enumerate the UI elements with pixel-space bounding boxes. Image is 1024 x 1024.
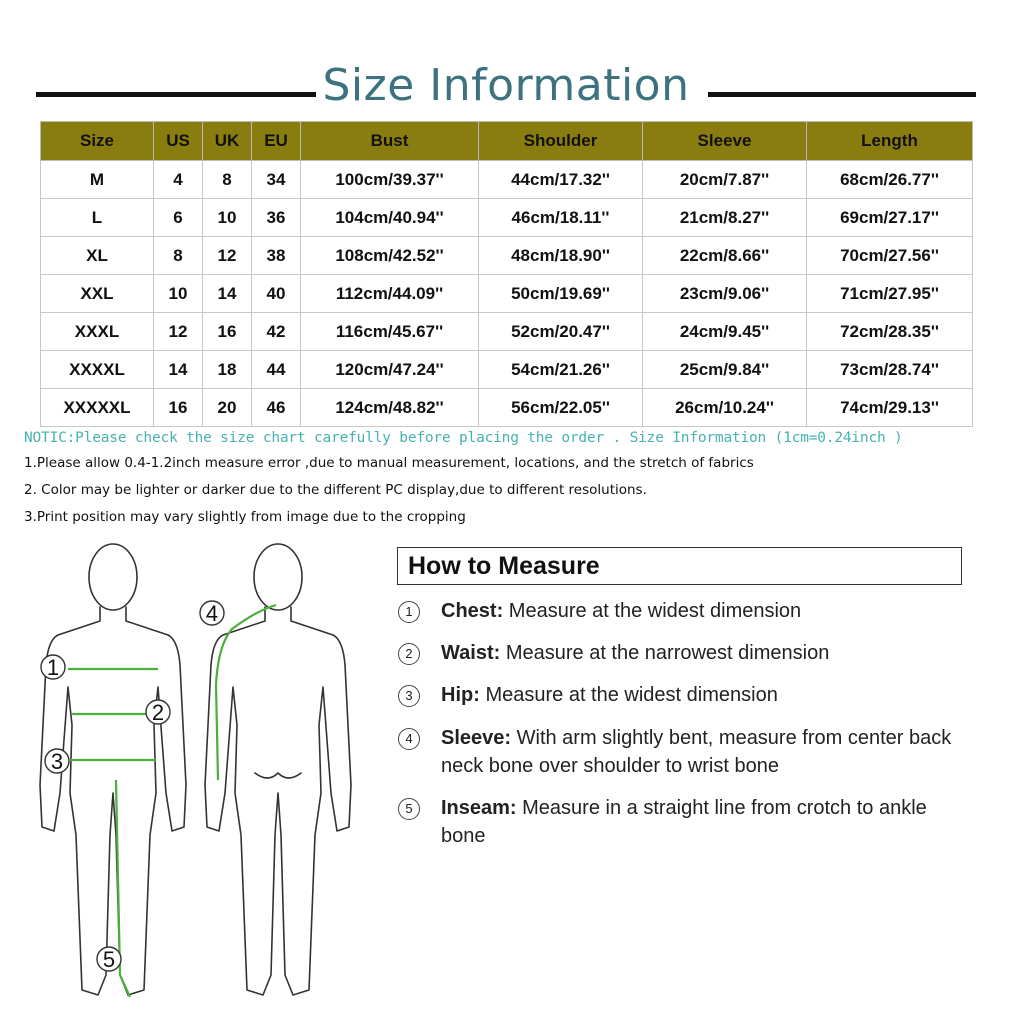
note-2: 2. Color may be lighter or darker due to the different PC display,due to different resolutions.	[24, 482, 647, 498]
step-label: Sleeve:	[441, 727, 512, 749]
table-cell: 52cm/20.47''	[479, 313, 643, 351]
table-cell: 120cm/47.24''	[301, 351, 479, 389]
table-cell: 44	[252, 351, 301, 389]
marker-5: 5	[102, 947, 116, 972]
step-description: Measure at the widest dimension	[503, 600, 802, 622]
table-row	[41, 275, 973, 313]
table-cell: 18	[203, 351, 252, 389]
table-row	[41, 199, 973, 237]
table-row	[41, 161, 973, 199]
table-cell: 6	[154, 199, 203, 237]
table-cell: 74cm/29.13''	[807, 389, 973, 427]
step-label: Chest:	[441, 600, 504, 622]
table-cell: 14	[203, 275, 252, 313]
table-cell: 21cm/8.27''	[643, 199, 807, 237]
table-cell: L	[41, 199, 154, 237]
table-cell: 22cm/8.66''	[643, 237, 807, 275]
step-text	[441, 597, 971, 625]
table-cell: 38	[252, 237, 301, 275]
table-cell: XL	[41, 237, 154, 275]
notice-text: NOTIC:Please check the size chart carefully before placing the order . Size Information (1cm=0.24inch )	[24, 430, 903, 446]
step-number: 5	[398, 798, 420, 820]
table-cell: M	[41, 161, 154, 199]
column-header: UK	[203, 122, 252, 161]
marker-2: 2	[151, 700, 165, 725]
table-cell: 4	[154, 161, 203, 199]
table-cell: 56cm/22.05''	[479, 389, 643, 427]
column-header: Bust	[301, 122, 479, 161]
how-to-measure-title: How to Measure	[408, 552, 600, 580]
table-cell: 20cm/7.87''	[643, 161, 807, 199]
table-cell: 20	[203, 389, 252, 427]
table-cell: 104cm/40.94''	[301, 199, 479, 237]
table-cell: 116cm/45.67''	[301, 313, 479, 351]
table-cell: 24cm/9.45''	[643, 313, 807, 351]
table-cell: 48cm/18.90''	[479, 237, 643, 275]
note-1: 1.Please allow 0.4-1.2inch measure error ,due to manual measurement, locations, and the stretch of fabrics	[24, 455, 754, 471]
table-cell: 34	[252, 161, 301, 199]
sleeve-line	[216, 605, 276, 780]
table-cell: 46cm/18.11''	[479, 199, 643, 237]
table-row	[41, 351, 973, 389]
table-cell: 54cm/21.26''	[479, 351, 643, 389]
marker-4: 4	[205, 601, 219, 626]
table-cell: 12	[154, 313, 203, 351]
table-cell: 124cm/48.82''	[301, 389, 479, 427]
table-cell: 42	[252, 313, 301, 351]
step-text	[441, 724, 971, 780]
note-3: 3.Print position may vary slightly from image due to the cropping	[24, 509, 466, 525]
how-to-measure-header	[397, 547, 962, 585]
step-text	[441, 794, 971, 850]
column-header: Size	[41, 122, 154, 161]
column-header: Sleeve	[643, 122, 807, 161]
table-row	[41, 313, 973, 351]
table-cell: 26cm/10.24''	[643, 389, 807, 427]
table-cell: 23cm/9.06''	[643, 275, 807, 313]
step-number: 1	[398, 601, 420, 623]
table-cell: 10	[203, 199, 252, 237]
step-label: Hip:	[441, 684, 480, 706]
table-cell: 112cm/44.09''	[301, 275, 479, 313]
column-header: Length	[807, 122, 973, 161]
table-cell: 46	[252, 389, 301, 427]
table-cell: 14	[154, 351, 203, 389]
step-description: Measure at the narrowest dimension	[500, 642, 830, 664]
table-cell: 108cm/42.52''	[301, 237, 479, 275]
title-bar	[36, 60, 976, 120]
table-cell: 71cm/27.95''	[807, 275, 973, 313]
table-cell: XXXL	[41, 313, 154, 351]
table-header-row	[41, 122, 973, 161]
table-cell: 10	[154, 275, 203, 313]
back-body-outline	[205, 544, 351, 995]
step-label: Inseam:	[441, 797, 517, 819]
column-header: US	[154, 122, 203, 161]
table-cell: 36	[252, 199, 301, 237]
table-cell: XXXXXL	[41, 389, 154, 427]
step-number: 3	[398, 685, 420, 707]
table-cell: 25cm/9.84''	[643, 351, 807, 389]
table-cell: 50cm/19.69''	[479, 275, 643, 313]
table-cell: 16	[203, 313, 252, 351]
table-cell: 73cm/28.74''	[807, 351, 973, 389]
table-cell: XXXXL	[41, 351, 154, 389]
table-cell: 40	[252, 275, 301, 313]
column-header: Shoulder	[479, 122, 643, 161]
marker-1: 1	[46, 655, 60, 680]
table-cell: 70cm/27.56''	[807, 237, 973, 275]
step-description: Measure at the widest dimension	[479, 684, 778, 706]
table-cell: 12	[203, 237, 252, 275]
table-cell: 16	[154, 389, 203, 427]
page-title: Size Information	[322, 60, 690, 111]
table-cell: 72cm/28.35''	[807, 313, 973, 351]
table-cell: 69cm/27.17''	[807, 199, 973, 237]
marker-3: 3	[50, 749, 64, 774]
table-cell: 44cm/17.32''	[479, 161, 643, 199]
table-row	[41, 389, 973, 427]
step-number: 2	[398, 643, 420, 665]
step-description: With arm slightly bent, measure from center back neck bone over shoulder to wrist bone	[441, 727, 952, 777]
size-table	[40, 121, 973, 427]
step-description: Measure in a straight line from crotch to ankle bone	[441, 797, 927, 847]
table-body	[41, 161, 973, 427]
step-text	[441, 639, 971, 667]
table-cell: 68cm/26.77''	[807, 161, 973, 199]
table-cell: 8	[203, 161, 252, 199]
body-measure-figures	[20, 535, 370, 1015]
step-number: 4	[398, 728, 420, 750]
table-cell: XXL	[41, 275, 154, 313]
table-cell: 100cm/39.37''	[301, 161, 479, 199]
column-header: EU	[252, 122, 301, 161]
step-label: Waist:	[441, 642, 501, 664]
table-row	[41, 237, 973, 275]
table-cell: 8	[154, 237, 203, 275]
step-text	[441, 681, 971, 709]
